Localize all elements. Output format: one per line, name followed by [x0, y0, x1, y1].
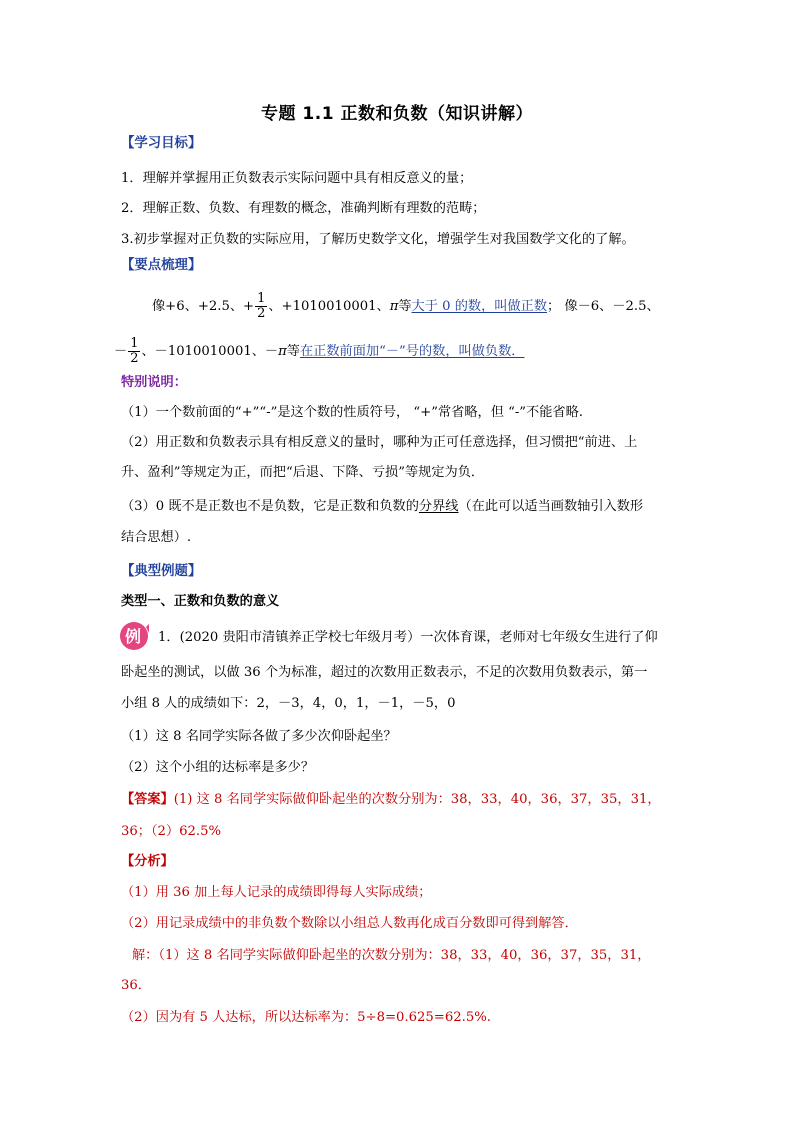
negative-minus: －	[114, 344, 128, 359]
positive-examples-a: 像+6、+2.5、+	[152, 299, 255, 314]
page-title: 专题 1.1 正数和负数（知识讲解）	[261, 104, 533, 124]
points-header: 【要点梳理】	[121, 258, 202, 273]
solution-line-1: 解：（1）这 8 名同学实际做仰卧起坐的次数分别为：38，33，40，36，37，35，31，	[132, 948, 651, 963]
note-2-line-2: 升、盈利”等规定为正，而把“后退、下降、亏损”等规定为负．	[121, 465, 485, 480]
note-1: （1）一个数前面的“+”“-”是这个数的性质符号， “+”常省略，但 “-”不能省略.	[121, 405, 583, 420]
negative-examples-a: ； 像－6、－2.5、	[547, 299, 660, 314]
fraction-denominator: 2	[257, 306, 266, 321]
example-paragraph-1: 1．(2020 贵阳市清镇养正学校七年级月考）一次体育课，老师对七年级女生进行了仰	[158, 630, 658, 645]
example-badge-label: 例	[124, 627, 142, 646]
examples-header: 【典型例题】	[121, 564, 202, 579]
answer-text-1: (1) 这 8 名同学实际做仰卧起坐的次数分别为：38，33，40，36，37，35，31，	[173, 792, 661, 807]
note-3-underlined: 分界线	[418, 499, 459, 514]
question-1: （1）这 8 名同学实际各做了多少次仰卧起坐？	[121, 729, 397, 744]
note-3-post: （在此可以适当画数轴引入数形	[458, 499, 644, 514]
solution-line-3: （2）因为有 5 人达标，所以达标率为：5÷8=0.625=62.5%.	[121, 1010, 491, 1025]
fraction-half	[255, 292, 267, 321]
note-2-line-1: （2）用正数和负数表示具有相反意义的量时，哪种为正可任意选择，但习惯把“前进、上	[121, 435, 638, 450]
fraction-numerator: 1	[130, 336, 139, 351]
negative-definition: 在正数前面加“－”号的数，叫做负数．	[299, 344, 525, 359]
answer-tag: 【答案】	[121, 792, 174, 807]
positive-examples-b: 、+1010010001、	[268, 299, 390, 314]
positive-definition-line	[152, 292, 660, 321]
analysis-header: 【分析】	[121, 854, 174, 869]
analysis-step-1: （1）用 36 加上每人记录的成绩即得每人实际成绩；	[121, 885, 432, 900]
analysis-step-2: （2）用记录成绩中的非负数个数除以小组总人数再化成百分数即可得到解答．	[121, 916, 578, 931]
pi-symbol: π	[278, 344, 287, 359]
question-2: （2）这个小组的达标率是多少？	[121, 760, 315, 775]
negative-definition-line	[114, 337, 524, 366]
positive-deng: 等	[398, 299, 412, 314]
solution-line-2: 36．	[121, 978, 151, 993]
special-notes-header: 特别说明：	[121, 375, 187, 390]
goal-item-1: 1．理解并掌握用正负数表示实际问题中具有相反意义的量；	[121, 171, 473, 186]
positive-definition: 大于 0 的数，叫做正数	[411, 299, 548, 314]
example-badge-icon	[119, 621, 149, 651]
negative-examples-b: 、－1010010001、－	[141, 344, 279, 359]
note-3-line-1	[121, 497, 643, 517]
example-paragraph-2: 卧起坐的测试，以做 36 个为标准，超过的次数用正数表示，不足的次数用负数表示，第一	[121, 665, 648, 680]
negative-deng: 等	[286, 344, 300, 359]
goals-header: 【学习目标】	[121, 136, 202, 151]
example-paragraph-3: 小组 8 人的成绩如下：2，－3，4，0，1，－1，－5，0	[121, 696, 456, 711]
goal-item-2: 2．理解正数、负数、有理数的概念，准确判断有理数的范畴；	[121, 201, 486, 216]
pi-symbol: π	[389, 299, 399, 314]
fraction-half-negative	[128, 337, 140, 366]
note-3-pre: （3）0 既不是正数也不是负数，它是正数和负数的	[121, 499, 419, 514]
type-title: 类型一、正数和负数的意义	[121, 594, 280, 609]
fraction-numerator: 1	[257, 291, 266, 306]
fraction-denominator: 2	[130, 351, 139, 366]
goal-item-3: 3.初步掌握对正负数的实际应用，了解历史数学文化，增强学生对我国数学文化的了解。	[121, 232, 635, 247]
answer-line-2: 36；（2）62.5%	[121, 824, 222, 839]
note-3-line-2: 结合思想）.	[121, 530, 192, 545]
answer-line-1	[121, 790, 661, 810]
